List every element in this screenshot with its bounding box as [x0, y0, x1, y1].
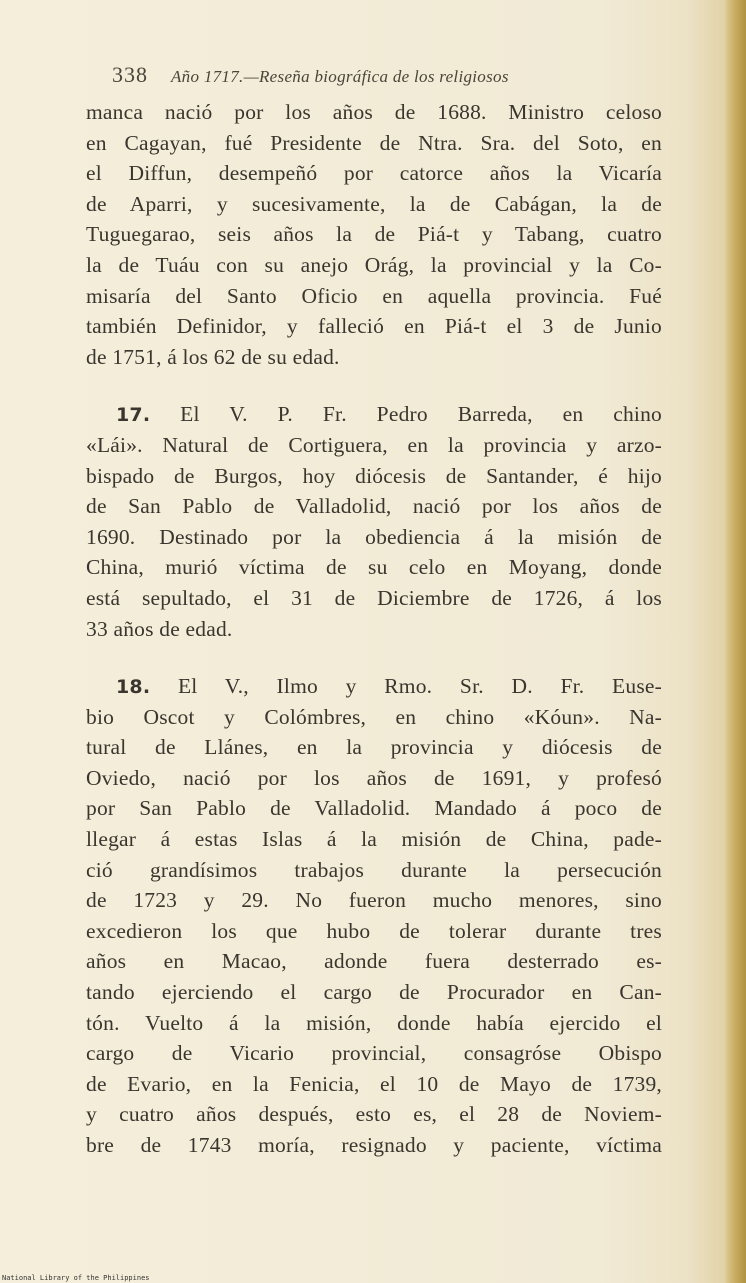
entry-heading-line	[86, 671, 662, 702]
text-line: años en Macao, adonde fuera desterrado es-	[86, 949, 662, 974]
text-line: el Diffun, desempeñó por catorce años la Vicaría	[86, 161, 662, 186]
entry-18	[86, 671, 662, 1161]
text-line: «Lái». Natural de Cortiguera, en la provincia y arzo-	[86, 432, 662, 457]
text-line: también Definidor, y falleció en Piá-t el 3 de Junio	[86, 314, 662, 339]
text-line: excedieron los que hubo de tolerar durante tres	[86, 918, 662, 943]
text-line: de 1723 y 29. No fueron mucho menores, sino	[86, 888, 662, 913]
text-line: tando ejerciendo el cargo de Procurador en Can-	[86, 980, 662, 1005]
library-stamp: National Library of the Philippines	[2, 1274, 150, 1282]
text-line: Tuguegarao, seis años la de Piá-t y Tabang, cuatro	[86, 222, 662, 247]
entry-number: 18.	[116, 676, 151, 699]
text-line: cargo de Vicario provincial, consagróse Obispo	[86, 1041, 662, 1066]
text-line: misaría del Santo Oficio en aquella provincia. Fué	[86, 283, 662, 308]
running-title: Año 1717.—Reseña biográfica de los religiosos	[171, 67, 509, 86]
text-line: China, murió víctima de su celo en Moyang, donde	[86, 555, 662, 580]
text-line: en Cagayan, fué Presidente de Ntra. Sra. del Soto, en	[86, 130, 662, 155]
text-line: manca nació por los años de 1688. Ministro celoso	[86, 100, 662, 124]
page-gutter-shadow	[724, 0, 746, 1283]
text-line: 33 años de edad.	[86, 616, 233, 641]
entry-heading-text: El V. P. Fr. Pedro Barreda, en chino	[180, 402, 663, 427]
text-line: 1690. Destinado por la obediencia á la misión de	[86, 524, 662, 549]
text-line: bio Oscot y Colómbres, en chino «Kóun». Na-	[86, 704, 662, 729]
text-line: ció grandísimos trabajos durante la persecución	[86, 857, 662, 882]
text-line: por San Pablo de Valladolid. Mandado á poco de	[86, 796, 662, 821]
text-line: de San Pablo de Valladolid, nació por los años de	[86, 494, 662, 519]
body-text	[86, 97, 662, 1161]
text-line: bispado de Burgos, hoy diócesis de Santander, é hijo	[86, 463, 662, 488]
text-line: tón. Vuelto á la misión, donde había ejercido el	[86, 1010, 662, 1035]
text-line: de Aparri, y sucesivamente, la de Cabágan, la de	[86, 191, 662, 216]
text-line: tural de Llánes, en la provincia y diócesis de	[86, 735, 662, 760]
entry-number: 17.	[116, 404, 151, 427]
running-header	[112, 62, 509, 88]
text-line: Oviedo, nació por los años de 1691, y profesó	[86, 765, 662, 790]
text-line: y cuatro años después, esto es, el 28 de Noviem-	[86, 1102, 662, 1127]
text-line: de Evario, en la Fenicia, el 10 de Mayo de 1739,	[86, 1071, 662, 1096]
entry-heading-text: El V., Ilmo y Rmo. Sr. D. Fr. Euse-	[177, 674, 663, 699]
paragraph-1	[86, 97, 662, 372]
entry-heading-line	[86, 399, 662, 430]
text-line: llegar á estas Islas á la misión de China, pade-	[86, 827, 662, 852]
page-number: 338	[112, 62, 148, 87]
text-line: está sepultado, el 31 de Diciembre de 1726, á los	[86, 585, 662, 610]
text-line: de 1751, á los 62 de su edad.	[86, 344, 340, 369]
text-line: bre de 1743 moría, resignado y paciente, víctima	[86, 1133, 662, 1157]
text-line: la de Tuáu con su anejo Orág, la provincial y la Co-	[86, 252, 662, 277]
entry-17	[86, 399, 662, 644]
